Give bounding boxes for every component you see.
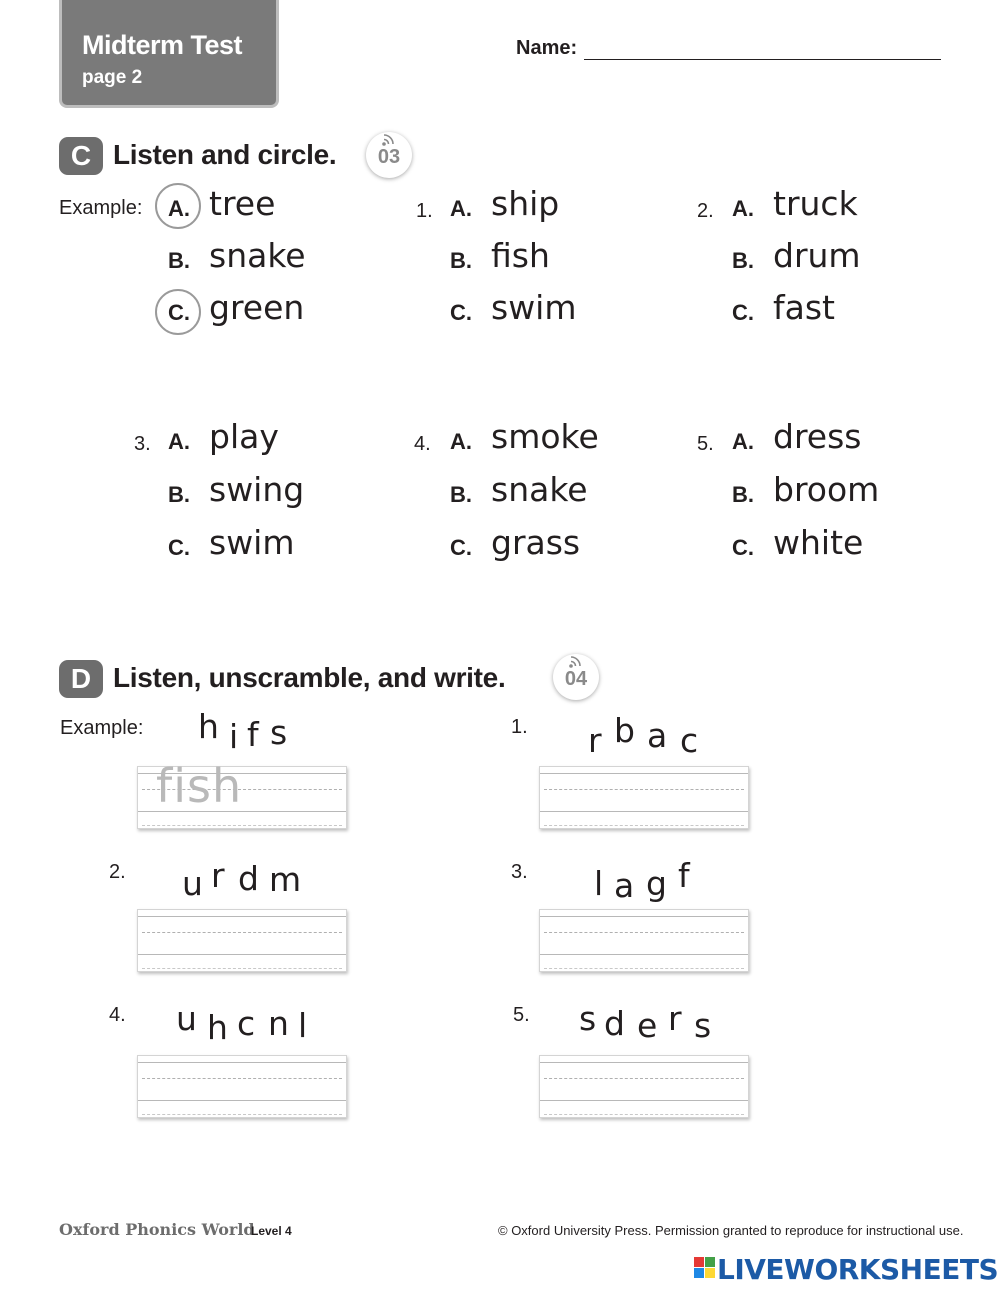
option-b[interactable]: B. bbox=[450, 482, 472, 507]
scrambled-letter: u bbox=[176, 999, 197, 1038]
option-b[interactable]: B. bbox=[732, 482, 754, 507]
option-word[interactable]: smoke bbox=[491, 417, 599, 456]
option-a[interactable]: A. bbox=[168, 429, 190, 454]
option-word[interactable]: swim bbox=[209, 523, 295, 562]
option-c[interactable]: C. bbox=[732, 535, 754, 560]
question-number: 3. bbox=[511, 861, 528, 883]
option-word: tree bbox=[209, 184, 276, 223]
example-answer: fish bbox=[156, 759, 243, 813]
option-word[interactable]: ship bbox=[491, 184, 560, 223]
option-b[interactable]: B. bbox=[732, 248, 754, 273]
name-label: Name: bbox=[516, 37, 578, 59]
question-number: 5. bbox=[697, 433, 714, 455]
audio-track-number: 03 bbox=[377, 146, 401, 168]
option-c[interactable]: C. bbox=[732, 300, 754, 325]
footer-brand: Oxford Phonics World bbox=[59, 1220, 255, 1239]
scrambled-letter: r bbox=[668, 999, 682, 1038]
section-c-title: Listen and circle. bbox=[113, 139, 337, 170]
option-word[interactable]: grass bbox=[491, 523, 581, 562]
audio-track-04-button[interactable] bbox=[553, 654, 599, 700]
option-word[interactable]: fish bbox=[491, 236, 550, 275]
option-a[interactable]: A. bbox=[732, 429, 754, 454]
scrambled-letter: g bbox=[646, 864, 667, 903]
audio-track-03-button[interactable] bbox=[366, 132, 412, 178]
option-c[interactable]: C. bbox=[168, 535, 190, 560]
option-b[interactable]: B. bbox=[450, 248, 472, 273]
option-word[interactable]: white bbox=[773, 523, 864, 562]
footer-level: Level 4 bbox=[251, 1224, 292, 1238]
scrambled-letter: l bbox=[298, 1006, 308, 1045]
answer-box-1[interactable] bbox=[539, 766, 749, 829]
scrambled-letter: d bbox=[238, 859, 259, 898]
scrambled-letter: s bbox=[694, 1006, 712, 1045]
answer-box-4[interactable] bbox=[137, 1055, 347, 1118]
question-number: 2. bbox=[697, 200, 714, 222]
option-word[interactable]: swing bbox=[209, 470, 305, 509]
option-letter: B. bbox=[168, 248, 190, 273]
option-word[interactable]: drum bbox=[773, 236, 861, 275]
question-number: 3. bbox=[134, 433, 151, 455]
scrambled-letter: s bbox=[270, 713, 288, 752]
section-c-badge: C bbox=[59, 137, 103, 175]
option-a[interactable]: A. bbox=[450, 429, 472, 454]
scrambled-letter: a bbox=[614, 866, 635, 905]
option-a[interactable]: A. bbox=[732, 196, 754, 221]
question-number: 1. bbox=[416, 200, 433, 222]
section-c-example-label: Example: bbox=[59, 197, 143, 219]
option-word: green bbox=[209, 288, 305, 327]
page-title: Midterm Test bbox=[82, 30, 243, 60]
scrambled-letter: s bbox=[579, 999, 597, 1038]
scrambled-letter: c bbox=[237, 1004, 256, 1043]
scrambled-letter: e bbox=[637, 1006, 658, 1045]
option-word[interactable]: truck bbox=[773, 184, 858, 223]
logo-blocks-icon bbox=[694, 1257, 716, 1281]
question-number: 4. bbox=[109, 1004, 126, 1026]
answer-box-2[interactable] bbox=[137, 909, 347, 972]
option-letter: C. bbox=[168, 300, 190, 325]
question-number: 4. bbox=[414, 433, 431, 455]
question-number: 2. bbox=[109, 861, 126, 883]
option-c[interactable]: C. bbox=[450, 535, 472, 560]
option-letter: A. bbox=[168, 196, 190, 221]
section-d-example-label: Example: bbox=[60, 717, 144, 739]
option-word: snake bbox=[209, 236, 306, 275]
option-a[interactable]: A. bbox=[450, 196, 472, 221]
option-word[interactable]: dress bbox=[773, 417, 862, 456]
section-d-badge: D bbox=[59, 660, 103, 698]
scrambled-letter: m bbox=[269, 860, 302, 899]
audio-track-number: 04 bbox=[564, 668, 588, 690]
option-word[interactable]: snake bbox=[491, 470, 588, 509]
scrambled-letter: r bbox=[588, 721, 602, 760]
scrambled-letter: i bbox=[229, 717, 239, 756]
scrambled-letter: r bbox=[211, 856, 225, 895]
scrambled-letter: b bbox=[614, 711, 635, 750]
option-c[interactable]: C. bbox=[450, 300, 472, 325]
scrambled-letter: h bbox=[198, 707, 219, 746]
answer-box-3[interactable] bbox=[539, 909, 749, 972]
page-subtitle: page 2 bbox=[82, 67, 143, 88]
audio-wave-icon bbox=[568, 655, 582, 669]
question-number: 5. bbox=[513, 1004, 530, 1026]
section-d-title: Listen, unscramble, and write. bbox=[113, 662, 506, 693]
scrambled-letter: a bbox=[647, 716, 668, 755]
watermark-text: LIVEWORKSHEETS bbox=[717, 1253, 999, 1286]
scrambled-letter: c bbox=[680, 721, 699, 760]
answer-box-5[interactable] bbox=[539, 1055, 749, 1118]
scrambled-letter: d bbox=[604, 1004, 625, 1043]
option-word[interactable]: fast bbox=[773, 288, 835, 327]
scrambled-letter: u bbox=[182, 864, 203, 903]
scrambled-letter: l bbox=[594, 864, 604, 903]
liveworksheets-logo bbox=[694, 1253, 999, 1286]
audio-wave-icon bbox=[381, 133, 395, 147]
name-field[interactable] bbox=[584, 59, 941, 60]
option-b[interactable]: B. bbox=[168, 482, 190, 507]
scrambled-letter: f bbox=[678, 856, 690, 895]
answer-box-example bbox=[137, 759, 347, 829]
scrambled-letter: f bbox=[247, 715, 259, 754]
scrambled-letter: h bbox=[207, 1008, 228, 1047]
footer-copyright: © Oxford University Press. Permission granted to reproduce for instructional use. bbox=[498, 1223, 964, 1238]
option-word[interactable]: play bbox=[209, 417, 279, 456]
option-word[interactable]: swim bbox=[491, 288, 577, 327]
scrambled-letter: n bbox=[268, 1004, 289, 1043]
option-word[interactable]: broom bbox=[773, 470, 880, 509]
question-number: 1. bbox=[511, 716, 528, 738]
